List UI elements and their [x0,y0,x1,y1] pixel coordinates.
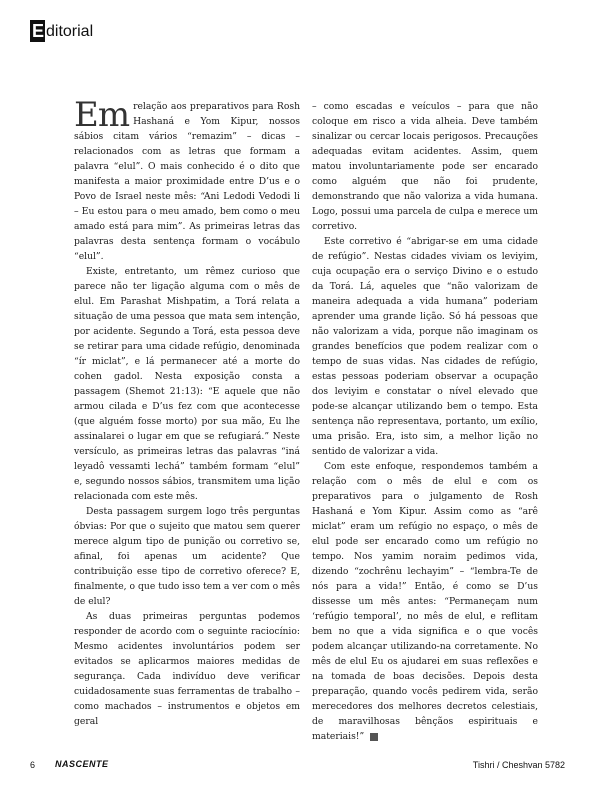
section-title: ditorial [46,23,94,40]
paragraph-text: Com este enfoque, respondemos também a relação com o mês de elul e com os preparativos para o julgamento de Rosh Hashaná e Yom Kipur. Assim como as “arê miclat” eram um refúgio no espaço, o mês de elul pode ser encarado como um refúgio no tempo. Nos yamim noraim pedimos vida, dizendo “zochrênu lechayim” – “lembra-Te de nós para a vida!” Então, é como se D’us dissesse um mês antes: “Permaneçam num ‘refúgio temporal’, no mês de elul, e reflitam bem no que a vida significa e o que vocês podem alcançar utilizando-na corretamente. No mês de elul Eu os ajudarei em suas reflexões e na tomada de boas decisões. Depois desta preparação, quando vocês pedirem vida, serão merecedores dos melhores decretos celestiais, de maravilhosas bênçãos espirituais e materiais!” [312,461,538,742]
paragraph-text: relação aos preparativos para Rosh Hashaná e Yom Kipur, nossos sábios citam vários “remazim” – dicas – relacionados com as letras que formam a palavra “elul”. O mais conhecido é o dito que manifesta a maior proximidade entre D’us e o Povo de Israel neste mês: “Ani Ledodi Vedodi li – Eu estou para o meu amado, bem como o meu amado está para mim”. As primeiras letras das palavras desta sentença formam o vocábulo “elul”. [74,101,300,262]
page-number: 6 [30,760,36,770]
paragraph: Desta passagem surgem logo três perguntas óbvias: Por que o sujeito que matou sem querer merece algum tipo de punição ou corretivo se, afinal, foi apenas um acidente? Que contribuição esse tipo de corretivo oferece? E, finalmente, o que tudo isso tem a ver com o mês de elul? [74,506,300,607]
paragraph [74,95,300,264]
section-initial-box [30,20,45,42]
end-of-article-mark [370,733,378,741]
paragraph: As duas primeiras perguntas podemos responder de acordo com o seguinte raciocínio: Mesmo acidentes involuntários podem ser evitados se aplicarmos maiores medidas de segurança. Cada indivíduo deve verificar cuidadosamente suas ferramentas de trabalho – como machados – instrumentos e objetos em geral [74,611,300,727]
page-footer [30,759,565,773]
paragraph: Este corretivo é “abrigar-se em uma cidade de refúgio”. Nestas cidades viviam os leviyim, cuja ocupação era o serviço Divino e o estudo da Torá. Lá, aqueles que “não valorizam de maneira adequada a vida humana” poderiam aprender uma grande lição. Só há pessoas que não valorizam a vida, porque não imaginam os grandes benefícios que podem realizar com o tempo de suas vidas. Nas cidades de refúgio, estas pessoas poderiam observar a ocupação dos leviyim e constatar o nível elevado que pode-se alcançar utilizando bem o tempo. Esta sentença não representava, portanto, um exílio, uma prisão. Era, isto sim, a melhor lição no sentido de valorizar a vida. [312,236,538,457]
issue-label: Tishri / Cheshvan 5782 [472,760,565,770]
article-column-left [74,95,300,729]
magazine-logo: NASCENTE [55,759,109,769]
paragraph: Existe, entretanto, um rêmez curioso que parece não ter ligação alguma com o mês de elul. Em Parashat Mishpatim, a Torá relata a situação de uma pessoa que mata sem intenção, por acidente. Segundo a Torá, esta pessoa deve se retirar para uma cidade refúgio, denominada “ír miclat”, e lá permanecer até a morte do cohen gadol. Nesta exposição consta a passagem (Shemot 21:13): “E aquele que não armou cilada e D’us fez com que acontecesse (que alguém fosse morto) por sua mão, Eu lhe assinalarei o lugar em que se refugiará.” Neste versículo, as primeiras letras das palavras “iná leyadô vessamti lechá” também formam “elul” e, segundo nossos sábios, transmitem uma lição relacionada com este mês. [74,266,300,502]
drop-cap: Em [74,95,130,135]
paragraph: – como escadas e veículos – para que não coloque em risco a vida alheia. Deve também sinalizar ou cercar locais perigosos. Precauções adequadas evitam acidentes. Assim, quem matou involuntariamente pode ser encarado como alguém que não foi prudente, demonstrando que não valoriza a vida humana. Logo, possui uma parcela de culpa e merece um corretivo. [312,101,538,232]
section-initial: E [32,21,45,41]
paragraph [312,459,538,744]
article-column-right [312,99,538,744]
